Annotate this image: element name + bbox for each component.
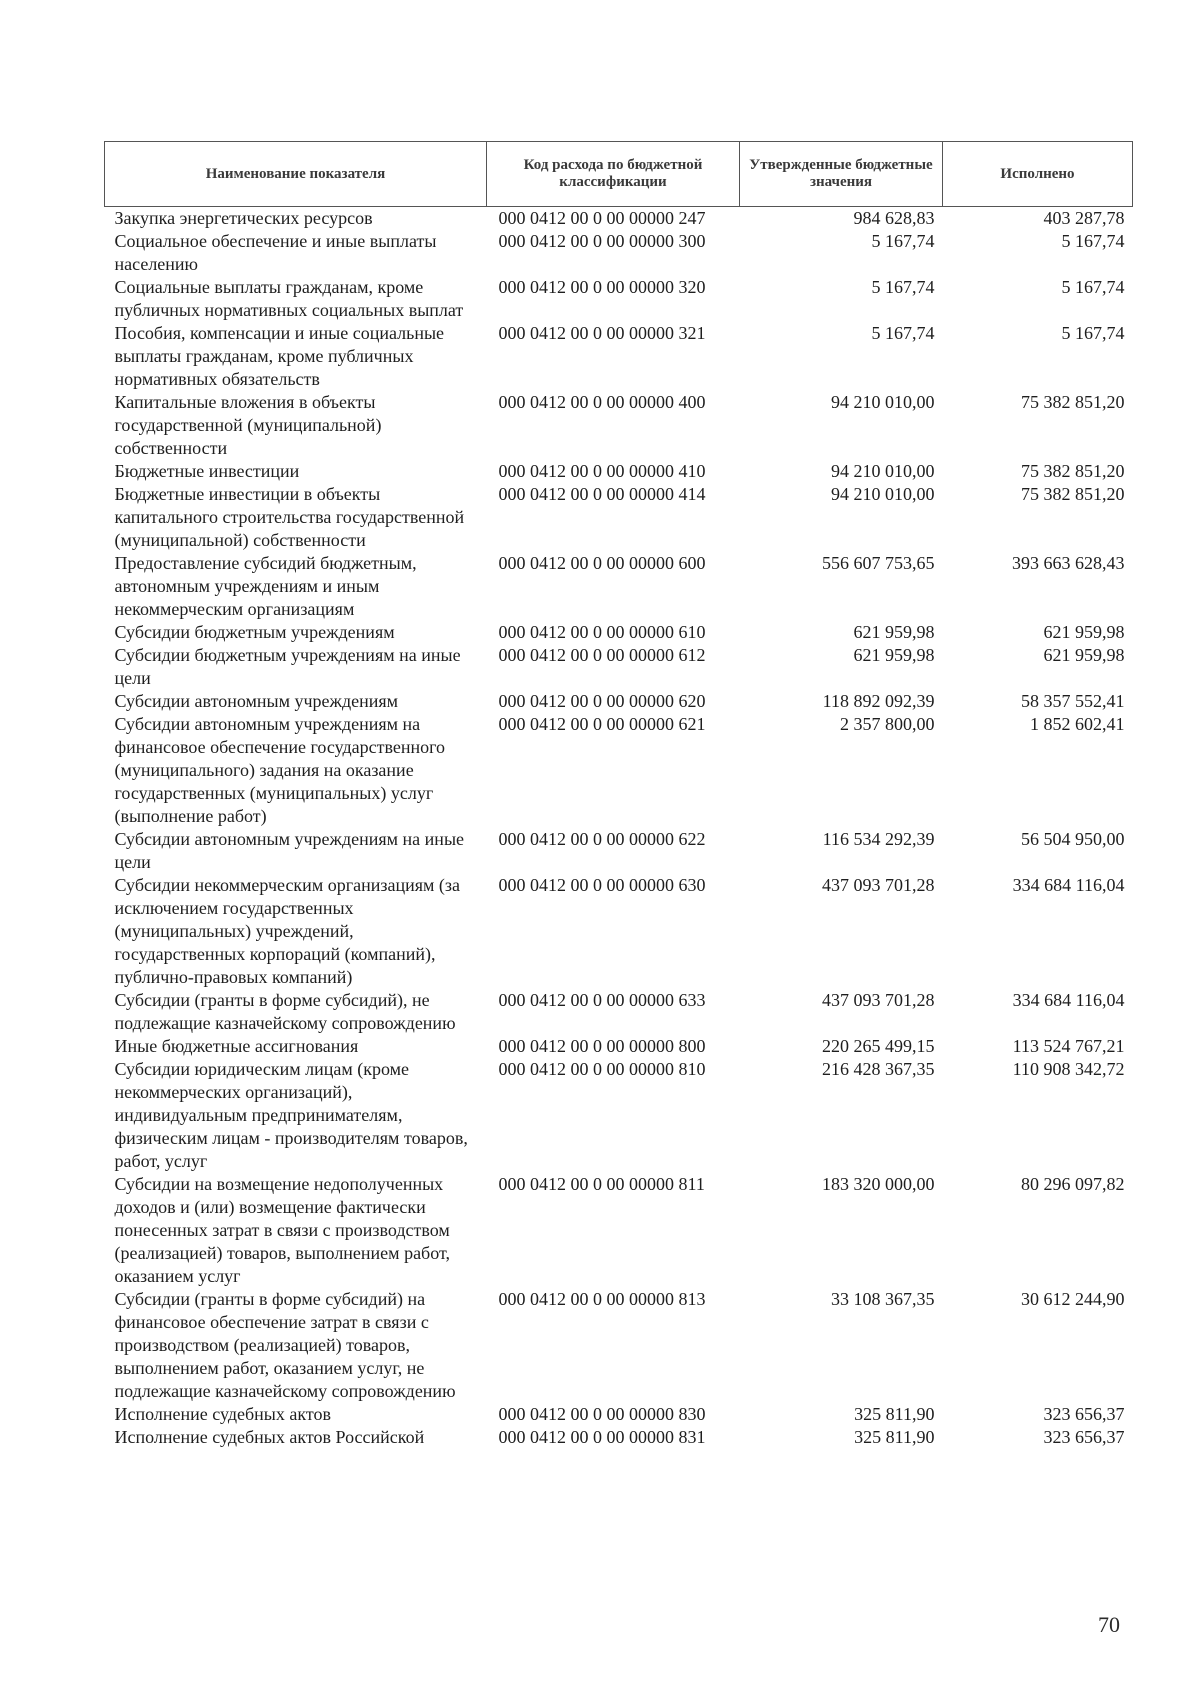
cell-approved: 621 959,98	[853, 645, 935, 665]
cell-name: Субсидии бюджетным учреждениям на иные цели	[114, 645, 461, 688]
cell-code: 000 0412 00 0 00 00000 622	[498, 829, 706, 849]
cell-executed: 334 684 116,04	[1012, 875, 1125, 895]
table-row	[105, 276, 1133, 322]
header-row	[105, 142, 1133, 207]
table-row	[105, 989, 1133, 1035]
cell-approved: 2 357 800,00	[840, 714, 935, 734]
cell-executed: 75 382 851,20	[1021, 461, 1125, 481]
cell-name: Закупка энергетических ресурсов	[114, 208, 373, 228]
cell-approved: 984 628,83	[853, 208, 935, 228]
cell-name: Субсидии на возмещение недополученных доходов и (или) возмещение фактически понесенных затрат в связи с производством (реализацией) товаров, выполнением работ, оказанием услуг	[114, 1174, 450, 1286]
cell-name: Иные бюджетные ассигнования	[114, 1036, 359, 1056]
cell-executed: 403 287,78	[1043, 208, 1125, 228]
cell-approved: 325 811,90	[854, 1404, 935, 1424]
cell-approved: 5 167,74	[871, 231, 935, 251]
cell-name: Капитальные вложения в объекты государственной (муниципальной) собственности	[114, 392, 382, 458]
cell-code: 000 0412 00 0 00 00000 813	[498, 1289, 706, 1309]
cell-executed: 75 382 851,20	[1021, 484, 1125, 504]
cell-code: 000 0412 00 0 00 00000 830	[498, 1404, 706, 1424]
cell-code: 000 0412 00 0 00 00000 410	[498, 461, 706, 481]
table-row	[105, 1035, 1133, 1058]
cell-code: 000 0412 00 0 00 00000 630	[498, 875, 706, 895]
cell-approved: 5 167,74	[871, 323, 935, 343]
cell-name: Исполнение судебных актов	[114, 1404, 332, 1424]
cell-approved: 118 892 092,39	[822, 691, 935, 711]
cell-name: Субсидии автономным учреждениям на иные цели	[114, 829, 465, 872]
cell-executed: 393 663 628,43	[1012, 553, 1125, 573]
cell-code: 000 0412 00 0 00 00000 800	[498, 1036, 706, 1056]
table-row	[105, 230, 1133, 276]
cell-code: 000 0412 00 0 00 00000 811	[498, 1174, 705, 1194]
cell-executed: 5 167,74	[1061, 277, 1125, 297]
table-row	[105, 483, 1133, 552]
table-body	[105, 207, 1133, 1450]
cell-approved: 94 210 010,00	[831, 461, 935, 481]
cell-code: 000 0412 00 0 00 00000 321	[498, 323, 706, 343]
cell-executed: 5 167,74	[1061, 231, 1125, 251]
cell-name: Социальное обеспечение и иные выплаты населению	[114, 231, 437, 274]
cell-executed: 621 959,98	[1043, 622, 1125, 642]
cell-name: Бюджетные инвестиции	[114, 461, 300, 481]
cell-code: 000 0412 00 0 00 00000 247	[498, 208, 706, 228]
cell-approved: 116 534 292,39	[822, 829, 935, 849]
cell-approved: 216 428 367,35	[822, 1059, 935, 1079]
table-row	[105, 460, 1133, 483]
cell-executed: 56 504 950,00	[1021, 829, 1125, 849]
table-row	[105, 644, 1133, 690]
cell-executed: 323 656,37	[1043, 1404, 1125, 1424]
cell-approved: 5 167,74	[871, 277, 935, 297]
page-number: 70	[1098, 1612, 1120, 1637]
cell-name: Бюджетные инвестиции в объекты капитального строительства государственной (муниципальной) собственности	[114, 484, 465, 550]
table-row	[105, 828, 1133, 874]
cell-name: Исполнение судебных актов Российской	[114, 1427, 425, 1447]
cell-code: 000 0412 00 0 00 00000 620	[498, 691, 706, 711]
cell-name: Субсидии бюджетным учреждениям	[114, 622, 395, 642]
cell-code: 000 0412 00 0 00 00000 612	[498, 645, 706, 665]
cell-code: 000 0412 00 0 00 00000 414	[498, 484, 706, 504]
cell-executed: 323 656,37	[1043, 1427, 1125, 1447]
cell-approved: 33 108 367,35	[831, 1289, 935, 1309]
table-header	[105, 142, 1133, 207]
cell-name: Пособия, компенсации и иные социальные выплаты гражданам, кроме публичных нормативных обязательств	[114, 323, 445, 389]
cell-code: 000 0412 00 0 00 00000 600	[498, 553, 706, 573]
cell-code: 000 0412 00 0 00 00000 621	[498, 714, 706, 734]
cell-code: 000 0412 00 0 00 00000 610	[498, 622, 706, 642]
cell-executed: 75 382 851,20	[1021, 392, 1125, 412]
header-approved: Утвержденные бюджетные значения	[740, 142, 943, 207]
cell-executed: 621 959,98	[1043, 645, 1125, 665]
cell-name: Субсидии юридическим лицам (кроме некоммерческих организаций), индивидуальным предпринимателям, физическим лицам - производителям товаров, работ, услуг	[114, 1059, 468, 1171]
cell-approved: 437 093 701,28	[822, 875, 935, 895]
table-row	[105, 552, 1133, 621]
table-row	[105, 1173, 1133, 1288]
cell-approved: 220 265 499,15	[822, 1036, 935, 1056]
table-row	[105, 1288, 1133, 1403]
cell-executed: 5 167,74	[1061, 323, 1125, 343]
cell-name: Субсидии (гранты в форме субсидий), не подлежащие казначейскому сопровождению	[114, 990, 456, 1033]
cell-name: Субсидии автономным учреждениям на финансовое обеспечение государственного (муниципального) задания на оказание государственных (муниципальных) услуг (выполнение работ)	[114, 714, 446, 826]
cell-approved: 183 320 000,00	[822, 1174, 935, 1194]
cell-executed: 113 524 767,21	[1012, 1036, 1125, 1056]
header-code: Код расхода по бюджетной классификации	[487, 142, 740, 207]
cell-approved: 325 811,90	[854, 1427, 935, 1447]
table-row	[105, 1426, 1133, 1449]
cell-approved: 94 210 010,00	[831, 392, 935, 412]
cell-executed: 110 908 342,72	[1012, 1059, 1125, 1079]
table-row	[105, 713, 1133, 828]
cell-name: Социальные выплаты гражданам, кроме публичных нормативных социальных выплат	[114, 277, 464, 320]
cell-executed: 58 357 552,41	[1021, 691, 1125, 711]
table-row	[105, 207, 1133, 231]
cell-approved: 621 959,98	[853, 622, 935, 642]
cell-executed: 1 852 602,41	[1030, 714, 1125, 734]
cell-code: 000 0412 00 0 00 00000 831	[498, 1427, 706, 1447]
table-row	[105, 621, 1133, 644]
cell-name: Предоставление субсидий бюджетным, автономным учреждениям и иным некоммерческим организациям	[114, 553, 417, 619]
cell-code: 000 0412 00 0 00 00000 400	[498, 392, 706, 412]
header-name: Наименование показателя	[105, 142, 487, 207]
table-row	[105, 874, 1133, 989]
table-row	[105, 1058, 1133, 1173]
table-row	[105, 690, 1133, 713]
cell-name: Субсидии некоммерческим организациям (за исключением государственных (муниципальных) учреждений, государственных корпораций (компаний), публично-правовых компаний)	[114, 875, 460, 987]
cell-executed: 80 296 097,82	[1021, 1174, 1125, 1194]
cell-code: 000 0412 00 0 00 00000 300	[498, 231, 706, 251]
header-executed: Исполнено	[943, 142, 1133, 207]
cell-executed: 30 612 244,90	[1021, 1289, 1125, 1309]
table-row	[105, 1403, 1133, 1426]
table-row	[105, 322, 1133, 391]
cell-approved: 556 607 753,65	[822, 553, 935, 573]
table-row	[105, 391, 1133, 460]
cell-code: 000 0412 00 0 00 00000 633	[498, 990, 706, 1010]
cell-code: 000 0412 00 0 00 00000 320	[498, 277, 706, 297]
cell-name: Субсидии автономным учреждениям	[114, 691, 399, 711]
cell-code: 000 0412 00 0 00 00000 810	[498, 1059, 706, 1079]
budget-execution-table	[104, 141, 1133, 1449]
cell-name: Субсидии (гранты в форме субсидий) на финансовое обеспечение затрат в связи с производством (реализацией) товаров, выполнением работ, оказанием услуг, не подлежащие казначейскому сопровождению	[114, 1289, 456, 1401]
cell-approved: 437 093 701,28	[822, 990, 935, 1010]
cell-executed: 334 684 116,04	[1012, 990, 1125, 1010]
cell-approved: 94 210 010,00	[831, 484, 935, 504]
